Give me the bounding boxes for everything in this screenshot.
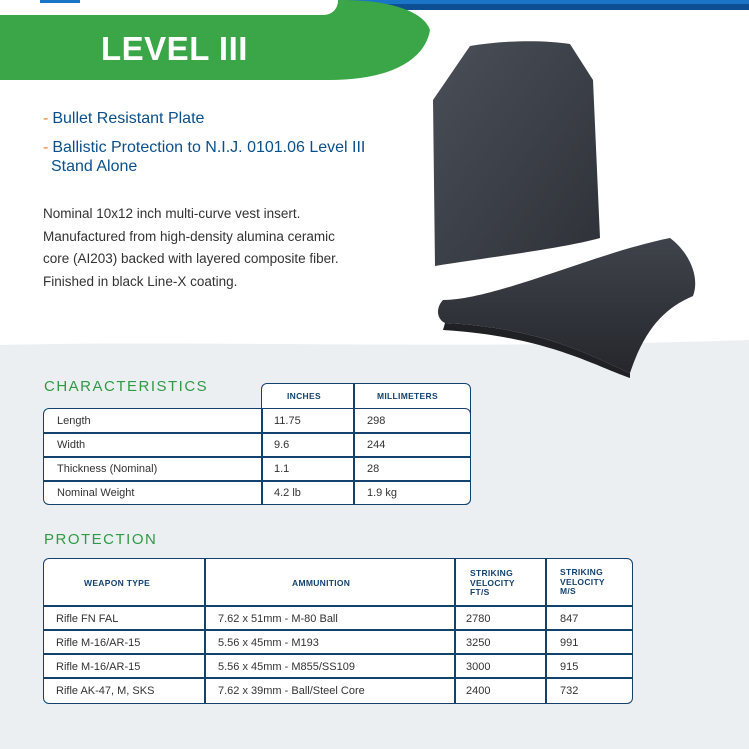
column-divider bbox=[454, 558, 456, 704]
ammo-cell: 5.56 x 45mm - M855/SS109 bbox=[218, 661, 355, 673]
weapon-cell: Rifle AK-47, M, SKS bbox=[56, 685, 155, 697]
product-description bbox=[43, 203, 363, 293]
header-line: M/S bbox=[560, 586, 577, 596]
description-line: core (AI203) backed with layered composite fiber. bbox=[43, 251, 339, 266]
armor-plate-image bbox=[425, 38, 705, 378]
column-divider bbox=[204, 558, 206, 704]
bullet-dash: - bbox=[43, 110, 49, 127]
row-mm: 298 bbox=[367, 415, 386, 427]
row-inches: 11.75 bbox=[274, 415, 301, 427]
weapon-cell: Rifle M-16/AR-15 bbox=[56, 661, 141, 673]
column-divider bbox=[353, 383, 355, 505]
row-divider bbox=[43, 456, 471, 458]
feature-list bbox=[43, 109, 365, 186]
description-line: Manufactured from high-density alumina ceramic bbox=[43, 228, 335, 244]
header-line: STRIKING bbox=[470, 568, 514, 578]
feature-item bbox=[43, 138, 365, 176]
ms-cell: 991 bbox=[560, 637, 579, 649]
row-mm: 1.9 kg bbox=[367, 487, 397, 499]
row-label: Nominal Weight bbox=[57, 487, 135, 499]
description-line: Nominal 10x12 inch multi-curve vest insert. bbox=[43, 206, 301, 221]
fts-cell: 2780 bbox=[466, 613, 491, 625]
row-mm: 244 bbox=[367, 439, 386, 451]
feature-text: Bullet Resistant Plate bbox=[52, 110, 205, 127]
page-title: LEVEL III bbox=[101, 30, 248, 67]
fts-cell: 2400 bbox=[466, 685, 491, 697]
row-label: Thickness (Nominal) bbox=[57, 463, 158, 475]
description-line: Finished in black Line-X coating. bbox=[43, 273, 238, 289]
weapon-cell: Rifle FN FAL bbox=[56, 613, 119, 625]
ms-cell: 847 bbox=[560, 613, 579, 625]
characteristics-title: CHARACTERISTICS bbox=[44, 378, 209, 395]
feature-item bbox=[43, 109, 365, 128]
row-mm: 28 bbox=[367, 463, 380, 475]
row-inches: 4.2 lb bbox=[274, 487, 301, 499]
weapon-cell: Rifle M-16/AR-15 bbox=[56, 637, 141, 649]
row-divider bbox=[43, 605, 633, 607]
row-divider bbox=[43, 432, 471, 434]
column-divider bbox=[545, 558, 547, 704]
ms-cell: 915 bbox=[560, 661, 579, 673]
header-line: STRIKING bbox=[560, 567, 604, 577]
row-label: Length bbox=[57, 415, 91, 427]
header-millimeters: MILLIMETERS bbox=[377, 391, 438, 401]
ammo-cell: 7.62 x 39mm - Ball/Steel Core bbox=[218, 685, 365, 697]
row-divider bbox=[43, 653, 633, 655]
header-weapon-type: WEAPON TYPE bbox=[84, 578, 151, 588]
protection-title: PROTECTION bbox=[44, 531, 158, 548]
row-divider bbox=[43, 480, 471, 482]
header-line: FT/S bbox=[470, 587, 490, 597]
row-divider bbox=[43, 629, 633, 631]
row-inches: 1.1 bbox=[274, 463, 290, 475]
feature-text: Ballistic Protection to N.I.J. 0101.06 Level III bbox=[52, 139, 366, 156]
row-label: Width bbox=[57, 439, 86, 451]
ms-cell: 732 bbox=[560, 685, 579, 697]
ammo-cell: 5.56 x 45mm - M193 bbox=[218, 637, 319, 649]
bullet-dash: - bbox=[43, 139, 49, 156]
header-ammunition: AMMUNITION bbox=[292, 578, 351, 588]
header-tab-accent bbox=[40, 0, 80, 3]
fts-cell: 3250 bbox=[466, 637, 491, 649]
feature-text-continued: Stand Alone bbox=[51, 158, 138, 175]
fts-cell: 3000 bbox=[466, 661, 491, 673]
header-line: VELOCITY bbox=[560, 576, 605, 587]
header-velocity-ms bbox=[560, 568, 605, 597]
header-velocity-fts bbox=[470, 569, 515, 598]
header-line: VELOCITY bbox=[470, 577, 515, 588]
row-divider bbox=[43, 677, 633, 679]
header-inches: INCHES bbox=[287, 391, 321, 401]
row-inches: 9.6 bbox=[274, 439, 290, 451]
ammo-cell: 7.62 x 51mm - M-80 Ball bbox=[218, 613, 338, 625]
